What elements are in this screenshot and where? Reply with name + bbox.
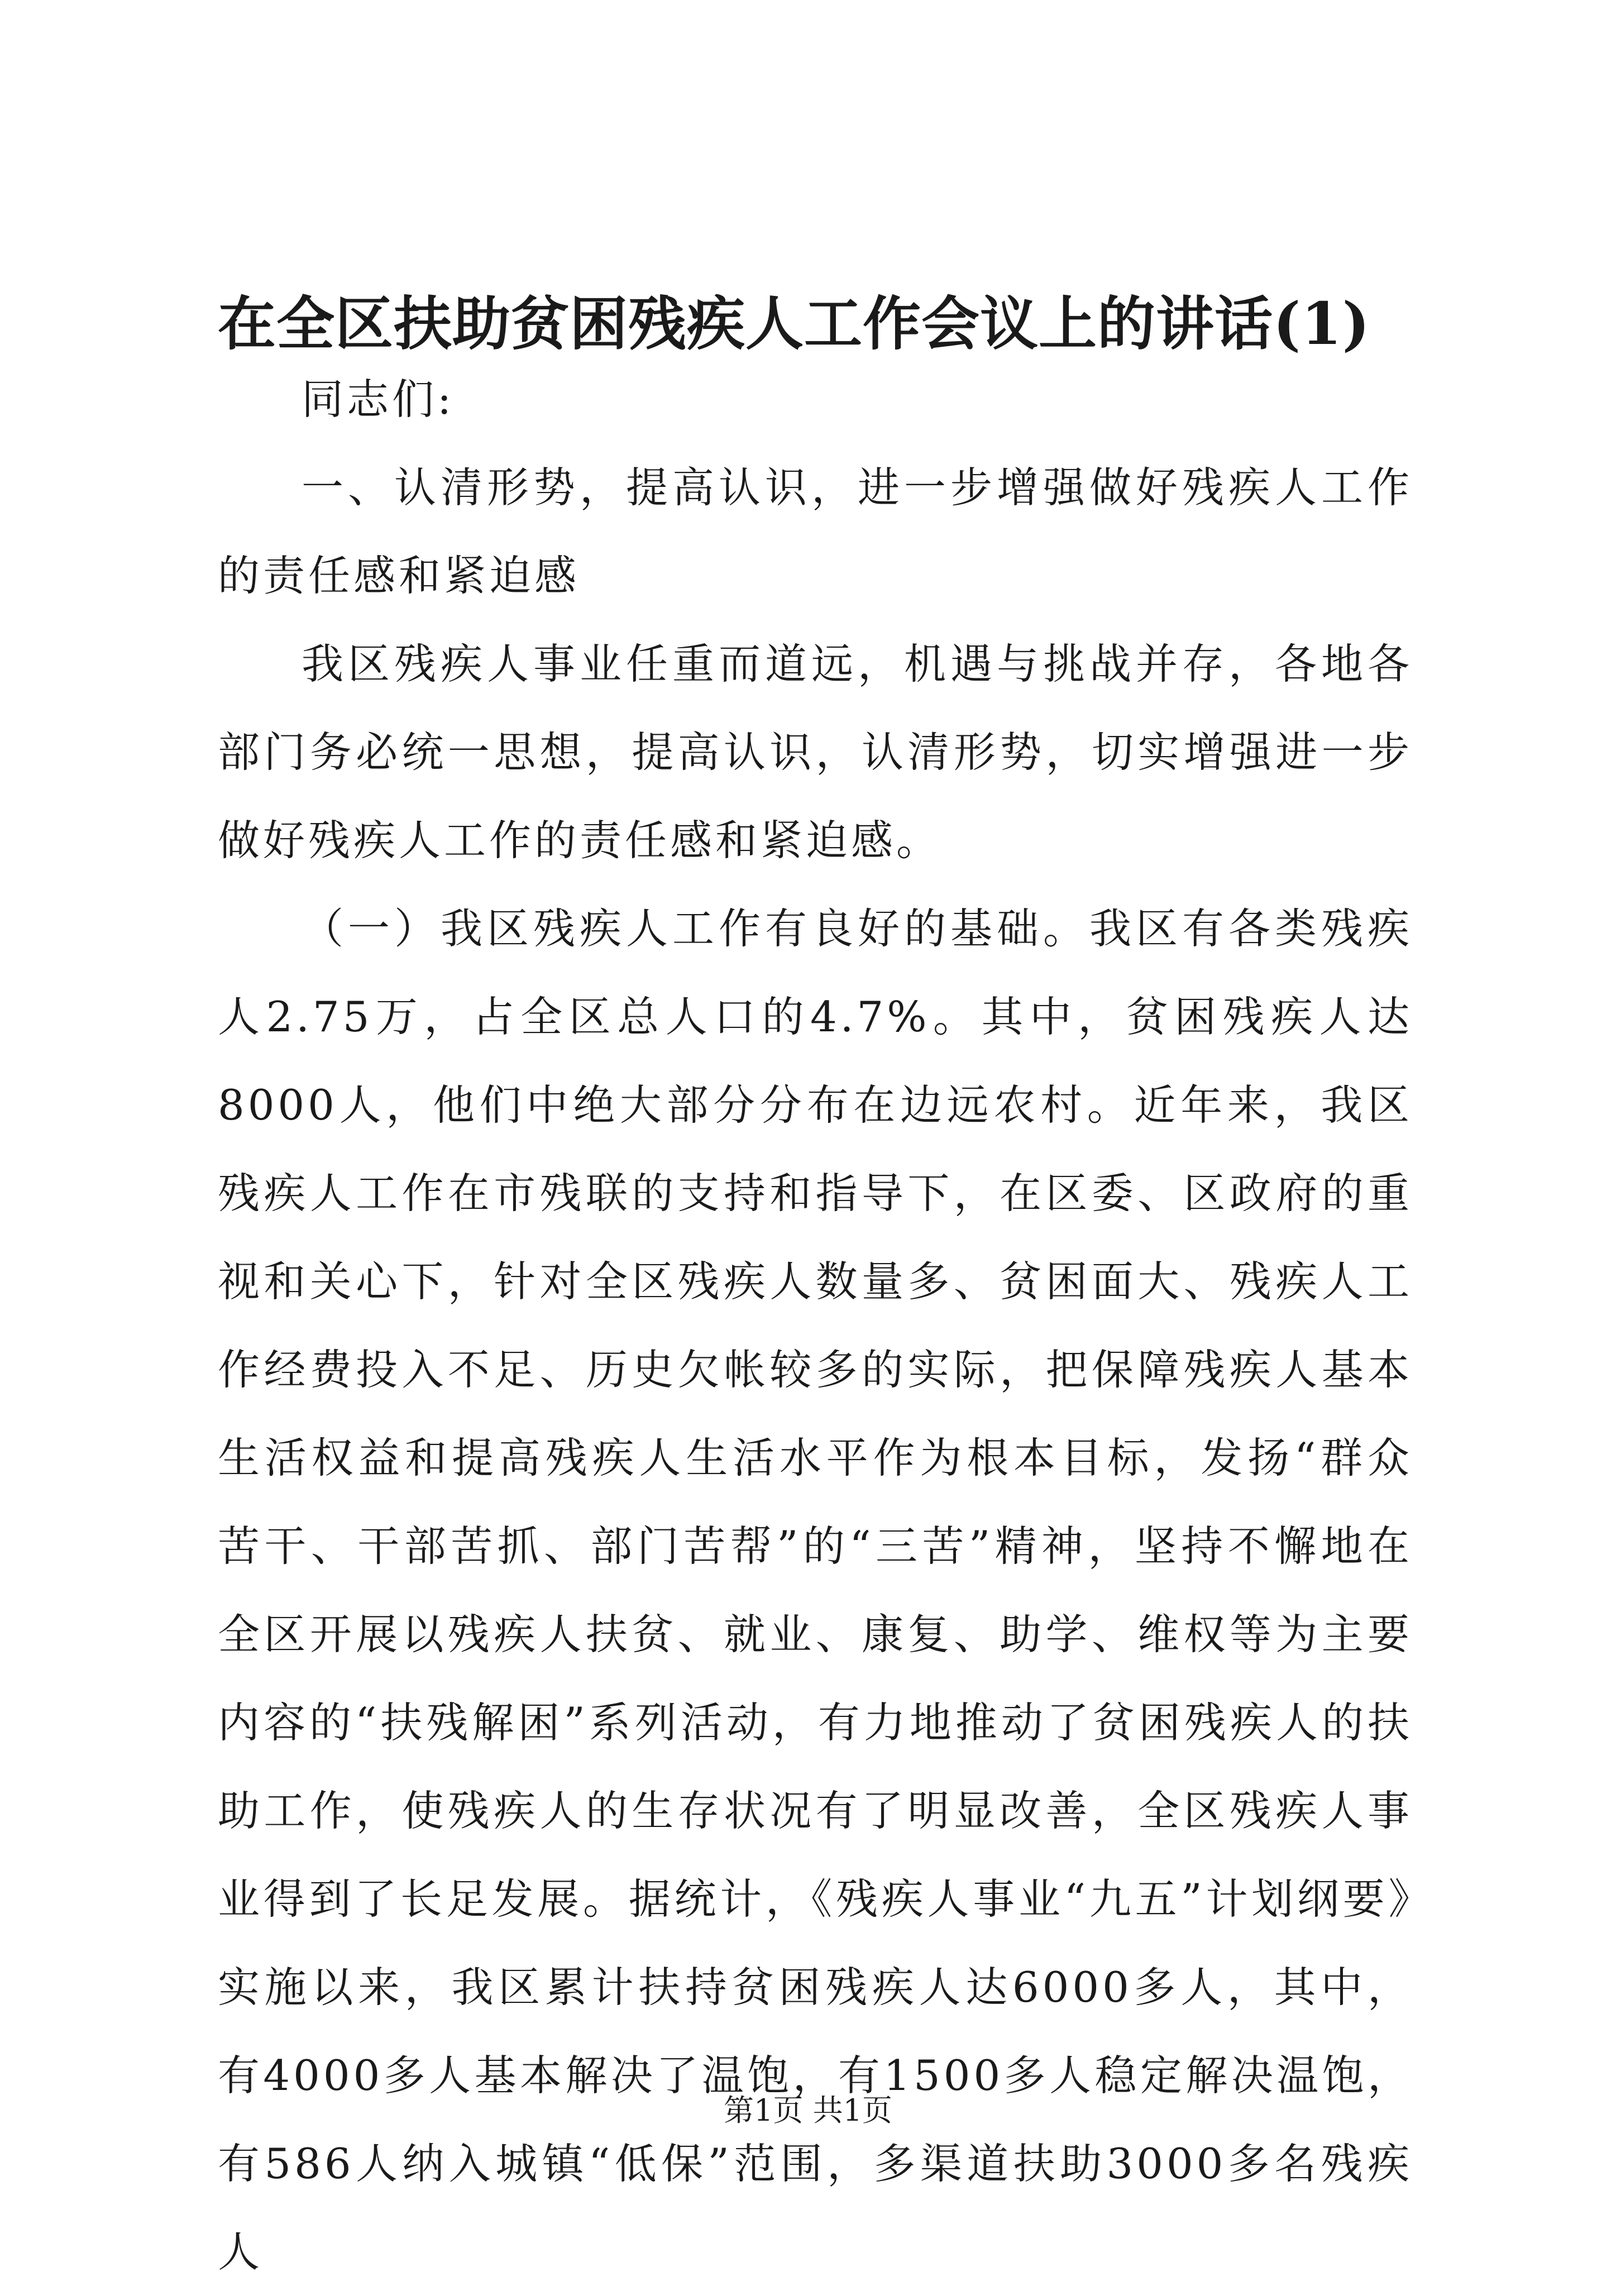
section-heading: 一、认清形势，提高认识，进一步增强做好残疾人工作的责任感和紧迫感 — [218, 463, 1413, 600]
body-paragraph: （一）我区残疾人工作有良好的基础。我区有各类残疾人2.75万，占全区总人口的4.7%。其中，贫困残疾人达8000人，他们中绝大部分分布在边远农村。近年来，我区残疾人工作在市残联的支持和指导下，在区委、区政府的重视和关心下，针对全区残疾人数量多、贫困面大、残疾人工作经费投入不足、历史欠帐较多的实际，把保障残疾人基本生活权益和提高残疾人生活水平作为根本目标，发扬“群众苦干、干部苦抓、部门苦帮”的“三苦”精神，坚持不懈地在全区开展以残疾人扶贫、就业、康复、助学、维权等为主要内容的“扶残解困”系列活动，有力地推动了贫困残疾人的扶助工作，使残疾人的生存状况有了明显改善，全区残疾人事业得到了长足发展。据统计，《残疾人事业“九五”计划纲要》实施以来，我区累计扶持贫困残疾人达6000多人，其中，有4000多人基本解决了温饱，有1500多人稳定解决温饱，有586人纳入城镇“低保”范围，多渠道扶助3000多名残疾人 — [218, 904, 1413, 2276]
body-paragraph: 我区残疾人事业任重而道远，机遇与挑战并存，各地各部门务必统一思想，提高认识，认清形势，切实增强进一步做好残疾人工作的责任感和紧迫感。 — [218, 639, 1413, 865]
page-footer: 第1页 共1页 — [724, 2093, 892, 2128]
document-body — [218, 355, 1413, 2296]
salutation: 同志们: — [302, 375, 455, 424]
document-title: 在全区扶助贫困残疾人工作会议上的讲话(1) — [218, 289, 1370, 358]
